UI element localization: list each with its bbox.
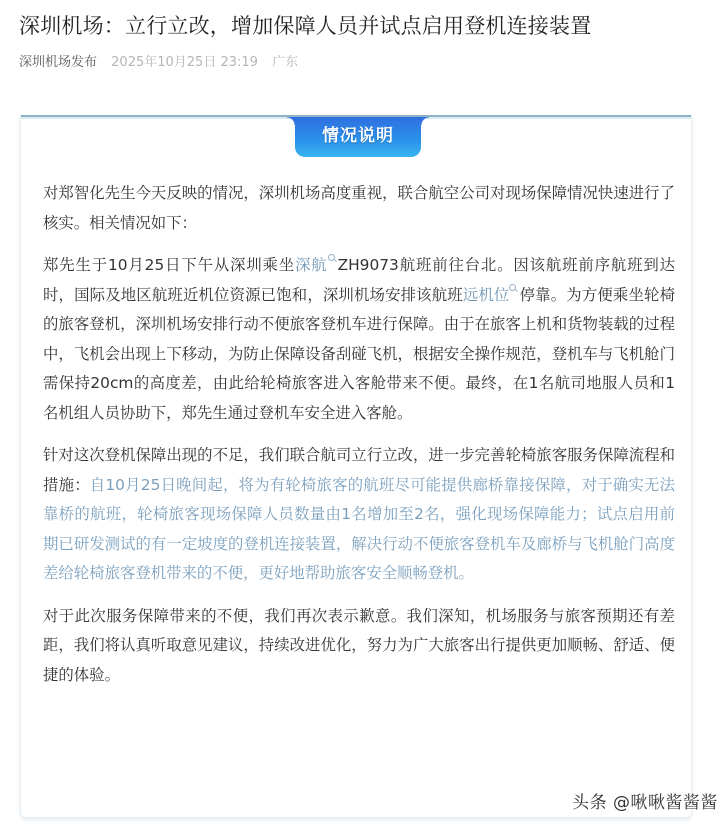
- statement-badge: 情况说明: [295, 117, 421, 157]
- article-source[interactable]: 深圳机场发布: [19, 55, 98, 70]
- search-icon[interactable]: [509, 284, 517, 294]
- article-time: 2025年10月25日 23:19: [111, 55, 258, 70]
- keyword-link-remote-stand[interactable]: 远机位: [462, 285, 510, 304]
- paragraph-text: 停靠。为方便乘坐轮椅的旅客登机，深圳机场安排行动不便旅客登机车进行保障。由于在旅客上机和货物装载的过程中，飞机会出现上下移动，为防止保障设备刮碰飞机，根据安全操作规范，登机车与飞机舱门需保持20cm的高度差，由此给轮椅旅客进入客舱带来不便。最终，在1名航司地服人员和1名机组人员协助下，郑先生通过登机车安全进入客舱。: [43, 285, 675, 422]
- article-location: 广东: [272, 55, 299, 70]
- keyword-link-shenzhen-airlines[interactable]: 深航: [295, 256, 328, 274]
- paragraph-measures: [43, 441, 675, 589]
- paragraph-intro: 对郑智化先生今天反映的情况，深圳机场高度重视，联合航空公司对现场保障情况快速进行了核实。相关情况如下：: [43, 184, 675, 232]
- paragraph-text: 针对这次登机保障出现的不足，我们联合航司立行立改，进一步完善轮椅旅客服务保障流程和措施：: [43, 446, 675, 494]
- statement-card: [20, 115, 692, 818]
- article-meta: [19, 54, 298, 72]
- statement-body: [43, 179, 675, 703]
- watermark: 头条 @啾啾酱酱酱: [572, 793, 718, 813]
- paragraph-apology: 对于此次服务保障带来的不便，我们再次表示歉意。我们深知，机场服务与旅客预期还有差距，我们将认真听取意见建议，持续改进优化，努力为广大旅客出行提供更加顺畅、舒适、便捷的体验。: [43, 606, 675, 684]
- paragraph-text: 郑先生于10月25日下午从深圳乘坐: [43, 256, 296, 274]
- search-icon[interactable]: [328, 254, 336, 264]
- article-title: 深圳机场：立行立改，增加保障人员并试点启用登机连接装置: [19, 14, 592, 38]
- measures-highlight: 自10月25日晚间起，将为有轮椅旅客的航班尽可能提供廊桥靠接保障，对于确实无法靠桥的航班，轮椅旅客现场保障人员数量由1名增加至2名，强化现场保障能力；试点启用前期已研发测试的有一定坡度的登机连接装置，解决行动不便旅客登机车及廊桥与飞机舱门高度差给轮椅旅客登机带来的不便，更好地帮助旅客安全顺畅登机。: [43, 475, 675, 582]
- paragraph-details: [43, 251, 675, 428]
- paragraph-text: ZH9073航班前往台北。因该航班前序航班到达时，国际及地区航班近机位资源已饱和，深圳机场安排该航班: [43, 256, 675, 304]
